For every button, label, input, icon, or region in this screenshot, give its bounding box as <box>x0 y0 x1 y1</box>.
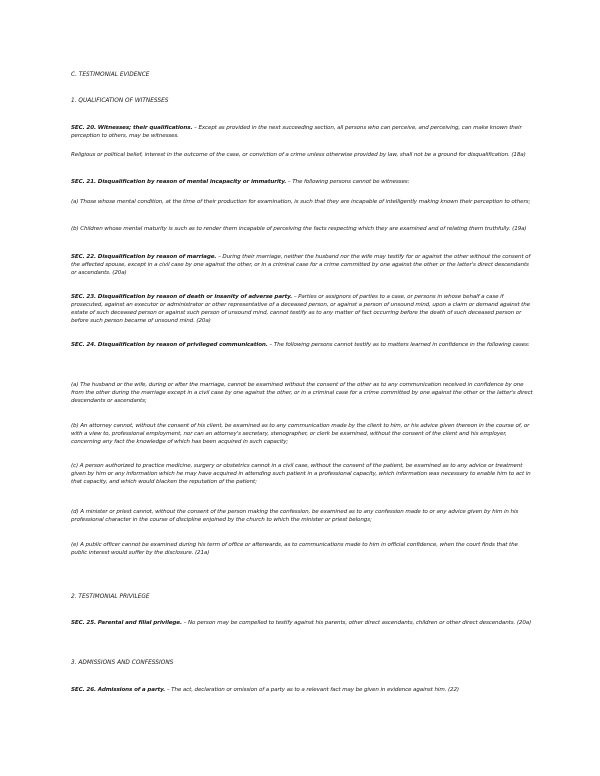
sec-23-body: – Parties or assignors of parties to a case, or persons in whose behalf a case if prosecuted, against an executor or administrator or other representative of a deceased person, or against a person of unsound mind, upon a claim or demand against the estate of such deceased person or against such person of unsound mind, cannot testify as to any matter of fact occurring before the death of such deceased person or before such person became of unsound mind. (20a) <box>71 294 530 324</box>
heading-testimonial-privilege: 2. TESTIMONIAL PRIVILEGE <box>71 594 150 600</box>
paragraph-sec-22 <box>71 253 533 277</box>
paragraph-sec-24-c: (c) A person authorized to practice medicine, surgery or obstetrics cannot in a civil case, without the consent of the patient, be examined as to any advice or treatment given by him or any information which he may have acquired in attending such patient in a professional capacity, which information was necessary to enable him to act in that capacity, and which would blacken the reputation of the patient; <box>71 463 531 485</box>
sec-20-body: – Except as provided in the next succeeding section, all persons who can perceive, and perceiving, can make known their perception to others, may be witnesses. <box>71 125 522 139</box>
paragraph-sec-21 <box>71 178 533 186</box>
paragraph-sec-24-d: (d) A minister or priest cannot, without the consent of the person making the confession, be examined as to any confession made to or any advice given by him in his professional character in the course of discipline enjoined by the church to which the minister or priest belongs; <box>71 509 519 523</box>
sec-24-title: SEC. 24. Disqualification by reason of privileged communication. <box>71 342 268 348</box>
sec-22-body: – During their marriage, neither the husband nor the wife may testify for or against the other without the consent of the affected spouse, except in a civil case by one against the other, or in a criminal case for a crime committed by one against the other or the latter's direct descendants or ascendants. (20a) <box>71 254 531 276</box>
paragraph-sec-24 <box>71 341 533 349</box>
heading-admissions-and-confessions: 3. ADMISSIONS AND CONFESSIONS <box>71 660 174 666</box>
paragraph-sec-20 <box>71 124 533 140</box>
paragraph-sec-25 <box>71 619 533 627</box>
paragraph-sec-24-b: (b) An attorney cannot, without the consent of his client, be examined as to any communication made by the client to him, or his advice given thereon in the course of, or with a view to, professional employment, nor can an attorney's secretary, stenographer, or clerk be examined, without the consent of the client and his employer, concerning any fact the knowledge of which has been acquired in such capacity; <box>71 423 530 445</box>
sec-20-title: SEC. 20. Witnesses; their qualifications. <box>71 125 193 131</box>
paragraph-sec-23 <box>71 293 533 325</box>
heading-qualification-of-witnesses: 1. QUALIFICATION OF WITNESSES <box>71 98 169 104</box>
paragraph-religious-belief: Religious or political belief, interest in the outcome of the case, or conviction of a crime unless otherwise provided by law, shall not be a ground for disqualification. (18a) <box>71 152 526 158</box>
sec-25-title: SEC. 25. Parental and filial privilege. <box>71 620 182 626</box>
paragraph-sec-24-a: (a) The husband or the wife, during or after the marriage, cannot be examined without the consent of the other as to any communication received in confidence by one from the other during the marriage except in a civil case by one against the other, or in a criminal case for a crime committed by one against the other or the latter's direct descendants or ascendants; <box>71 382 533 404</box>
sec-25-body: – No person may be compelled to testify against his parents, other direct ascendants, children or other direct descendants. (20a) <box>181 620 532 626</box>
sec-21-body: – The following persons cannot be witnesses: <box>286 179 410 185</box>
sec-24-body: – The following persons cannot testify as to matters learned in confidence in the following cases: <box>267 342 530 348</box>
paragraph-sec-26 <box>71 686 533 694</box>
heading-testimonial-evidence: C. TESTIMONIAL EVIDENCE <box>71 72 150 78</box>
paragraph-sec-24-e: (e) A public officer cannot be examined during his term of office or afterwards, as to communications made to him in official confidence, when the court finds that the public interest would suffer by the disclosure. (21a) <box>71 542 518 556</box>
sec-26-body: – The act, declaration or omission of a party as to a relevant fact may be given in evidence against him. (22) <box>165 687 459 693</box>
sec-22-title: SEC. 22. Disqualification by reason of marriage. <box>71 254 217 260</box>
paragraph-sec-21-b: (b) Children whose mental maturity is such as to render them incapable of perceiving the facts respecting which they are examined and of relating them truthfully. (19a) <box>71 226 527 232</box>
paragraph-sec-21-a: (a) Those whose mental condition, at the time of their production for examination, is such that they are incapable of intelligently making known their perception to others; <box>71 199 531 205</box>
sec-26-title: SEC. 26. Admissions of a party. <box>71 687 166 693</box>
sec-21-title: SEC. 21. Disqualification by reason of mental incapacity or immaturity. <box>71 179 287 185</box>
sec-23-title: SEC. 23. Disqualification by reason of death or insanity of adverse party. <box>71 294 293 300</box>
